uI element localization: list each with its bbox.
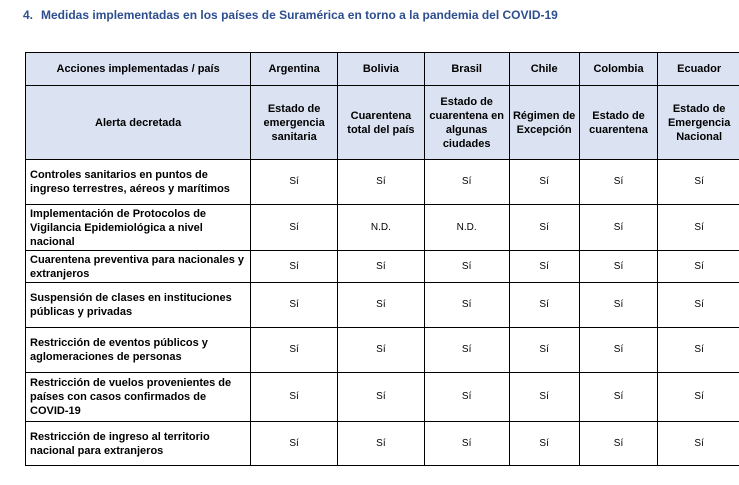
alert-label: Alerta decretada <box>26 86 251 160</box>
table-cell: Sí <box>658 251 739 283</box>
table-cell: Sí <box>579 160 658 205</box>
table-cell: Sí <box>579 205 658 251</box>
table-cell: Sí <box>509 283 579 328</box>
row-label: Suspensión de clases en instituciones públicas y privadas <box>26 283 251 328</box>
table-cell: Sí <box>579 373 658 422</box>
table-cell: Sí <box>509 373 579 422</box>
table-cell: Sí <box>658 205 739 251</box>
table-row <box>26 205 739 251</box>
table-cell: Sí <box>251 251 338 283</box>
table-cell: Sí <box>424 251 509 283</box>
table-cell: Sí <box>509 422 579 466</box>
table-row <box>26 283 739 328</box>
table-row <box>26 373 739 422</box>
alert-cell: Estado de Emergencia Nacional <box>658 86 739 160</box>
table-cell: Sí <box>338 422 425 466</box>
table-cell: Sí <box>509 251 579 283</box>
row-label: Cuarentena preventiva para nacionales y extranjeros <box>26 251 251 283</box>
table-row <box>26 160 739 205</box>
header-label: Acciones implementadas / país <box>26 53 251 86</box>
table-cell: Sí <box>658 160 739 205</box>
table-cell: Sí <box>579 283 658 328</box>
header-row-alerts <box>26 86 739 160</box>
country-header: Brasil <box>424 53 509 86</box>
country-header: Argentina <box>251 53 338 86</box>
table-cell: Sí <box>658 373 739 422</box>
table-cell: Sí <box>338 160 425 205</box>
title-text: Medidas implementadas en los países de Suramérica en torno a la pandemia del COVID-19 <box>41 8 558 22</box>
country-header: Ecuador <box>658 53 739 86</box>
table-cell: Sí <box>251 205 338 251</box>
alert-cell: Estado de emergencia sanitaria <box>251 86 338 160</box>
table-cell: Sí <box>338 251 425 283</box>
table-cell: Sí <box>658 328 739 373</box>
table-cell: N.D. <box>338 205 425 251</box>
alert-cell: Estado de cuarentena en algunas ciudades <box>424 86 509 160</box>
measures-table <box>25 52 739 466</box>
table-cell: Sí <box>579 422 658 466</box>
section-number: 4. <box>23 8 34 22</box>
table-cell: Sí <box>424 373 509 422</box>
table-cell: Sí <box>579 251 658 283</box>
table-cell: Sí <box>338 373 425 422</box>
table-cell: Sí <box>251 283 338 328</box>
country-header: Bolivia <box>338 53 425 86</box>
table-cell: Sí <box>658 283 739 328</box>
row-label: Implementación de Protocolos de Vigilancia Epidemiológica a nivel nacional <box>26 205 251 251</box>
table-cell: Sí <box>509 205 579 251</box>
table-cell: Sí <box>509 160 579 205</box>
table-cell: Sí <box>338 283 425 328</box>
table-cell: Sí <box>338 328 425 373</box>
table-cell: Sí <box>424 160 509 205</box>
alert-cell: Régimen de Excepción <box>509 86 579 160</box>
table-row <box>26 422 739 466</box>
row-label: Restricción de ingreso al territorio nacional para extranjeros <box>26 422 251 466</box>
country-header: Colombia <box>579 53 658 86</box>
table-cell: Sí <box>424 328 509 373</box>
table-cell: Sí <box>251 422 338 466</box>
table-cell: Sí <box>658 422 739 466</box>
table-cell: N.D. <box>424 205 509 251</box>
table-cell: Sí <box>579 328 658 373</box>
header-row-countries <box>26 53 739 86</box>
table-row <box>26 251 739 283</box>
row-label: Restricción de eventos públicos y aglomeraciones de personas <box>26 328 251 373</box>
page-title <box>23 8 558 22</box>
table-cell: Sí <box>509 328 579 373</box>
row-label: Controles sanitarios en puntos de ingreso terrestres, aéreos y marítimos <box>26 160 251 205</box>
table-cell: Sí <box>251 373 338 422</box>
alert-cell: Cuarentena total del país <box>338 86 425 160</box>
row-label: Restricción de vuelos provenientes de países con casos confirmados de COVID-19 <box>26 373 251 422</box>
table-cell: Sí <box>251 160 338 205</box>
table-cell: Sí <box>251 328 338 373</box>
table-cell: Sí <box>424 283 509 328</box>
table-cell: Sí <box>424 422 509 466</box>
alert-cell: Estado de cuarentena <box>579 86 658 160</box>
table-row <box>26 328 739 373</box>
country-header: Chile <box>509 53 579 86</box>
